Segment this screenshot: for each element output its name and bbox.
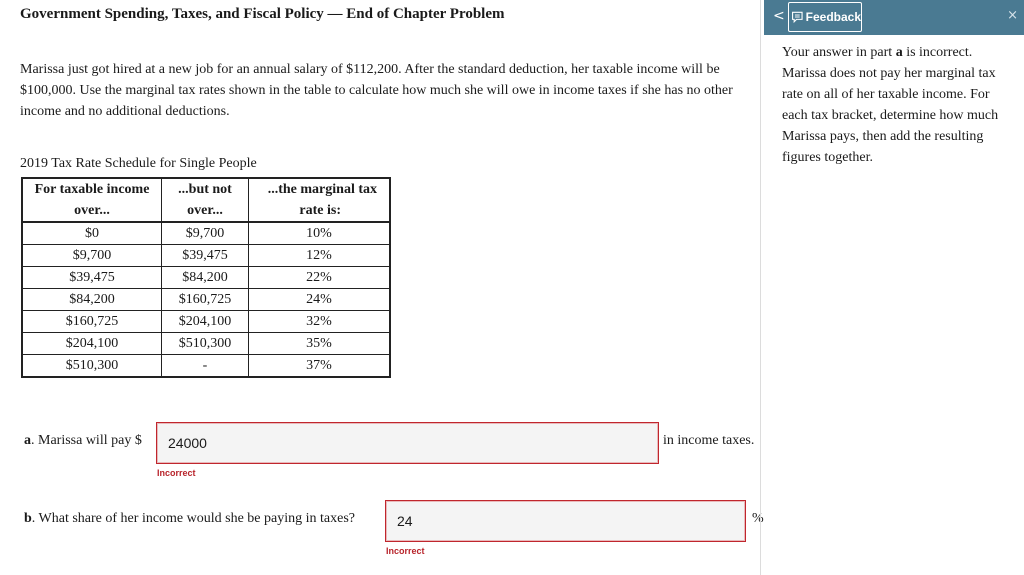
cell-rate: 22%	[249, 267, 391, 289]
cell-rate: 32%	[249, 311, 391, 333]
feedback-tab-label: Feedback	[805, 10, 861, 24]
feedback-icon	[791, 9, 804, 25]
feedback-message: Your answer in part a is incorrect. Marissa does not pay her marginal tax rate on all of her taxable income. For each tax bracket, determine how much Marissa pays, then add the resulting figures together.	[782, 45, 999, 165]
collapse-chevron-icon[interactable]: <	[773, 8, 785, 24]
cell-over: $204,100	[22, 333, 162, 355]
answer-a-input[interactable]: 24000	[156, 422, 659, 464]
answer-b-status: Incorrect	[386, 546, 425, 556]
cell-over: $9,700	[22, 245, 162, 267]
cell-but-not-over: $9,700	[162, 222, 249, 245]
cell-rate: 35%	[249, 333, 391, 355]
cell-but-not-over: $510,300	[162, 333, 249, 355]
table-row	[22, 333, 390, 355]
cell-over: $160,725	[22, 311, 162, 333]
table-row	[22, 355, 390, 378]
table-row	[22, 222, 390, 245]
table-caption: 2019 Tax Rate Schedule for Single People	[20, 156, 257, 171]
question-a-suffix: in income taxes.	[663, 433, 755, 448]
header-taxable-income-over: For taxable income over...	[22, 178, 162, 222]
cell-rate: 37%	[249, 355, 391, 378]
table-row	[22, 289, 390, 311]
page-title: Government Spending, Taxes, and Fiscal Policy — End of Chapter Problem	[20, 6, 505, 22]
cell-but-not-over: $84,200	[162, 267, 249, 289]
table-row	[22, 267, 390, 289]
table-row	[22, 245, 390, 267]
header-marginal-rate: ...the marginal tax rate is:	[249, 178, 391, 222]
table-row	[22, 311, 390, 333]
percent-unit: %	[752, 511, 764, 526]
cell-rate: 12%	[249, 245, 391, 267]
cell-rate: 10%	[249, 222, 391, 245]
answer-b-input[interactable]: 24	[385, 500, 746, 542]
cell-over: $39,475	[22, 267, 162, 289]
tax-rate-table	[21, 177, 391, 378]
close-icon[interactable]: ×	[1007, 8, 1018, 23]
table-header-row	[22, 178, 390, 222]
header-but-not-over: ...but not over...	[162, 178, 249, 222]
answer-a-status: Incorrect	[157, 468, 196, 478]
cell-rate: 24%	[249, 289, 391, 311]
question-b-label: b. What share of her income would she be paying in taxes?	[24, 511, 355, 526]
cell-over: $510,300	[22, 355, 162, 378]
problem-prompt: Marissa just got hired at a new job for an annual salary of $112,200. After the standard deduction, her taxable income will be $100,000. Use the marginal tax rates shown in the table to calculate how much she will owe in income taxes if she has no other income and no additional deductions.	[20, 62, 733, 119]
feedback-tab[interactable]	[788, 2, 862, 32]
feedback-toolbar	[764, 0, 1024, 35]
question-a-label: a. Marissa will pay $	[24, 433, 142, 448]
cell-over: $0	[22, 222, 162, 245]
cell-but-not-over: $204,100	[162, 311, 249, 333]
feedback-panel	[760, 0, 1024, 575]
cell-but-not-over: $160,725	[162, 289, 249, 311]
cell-over: $84,200	[22, 289, 162, 311]
cell-but-not-over: -	[162, 355, 249, 378]
cell-but-not-over: $39,475	[162, 245, 249, 267]
